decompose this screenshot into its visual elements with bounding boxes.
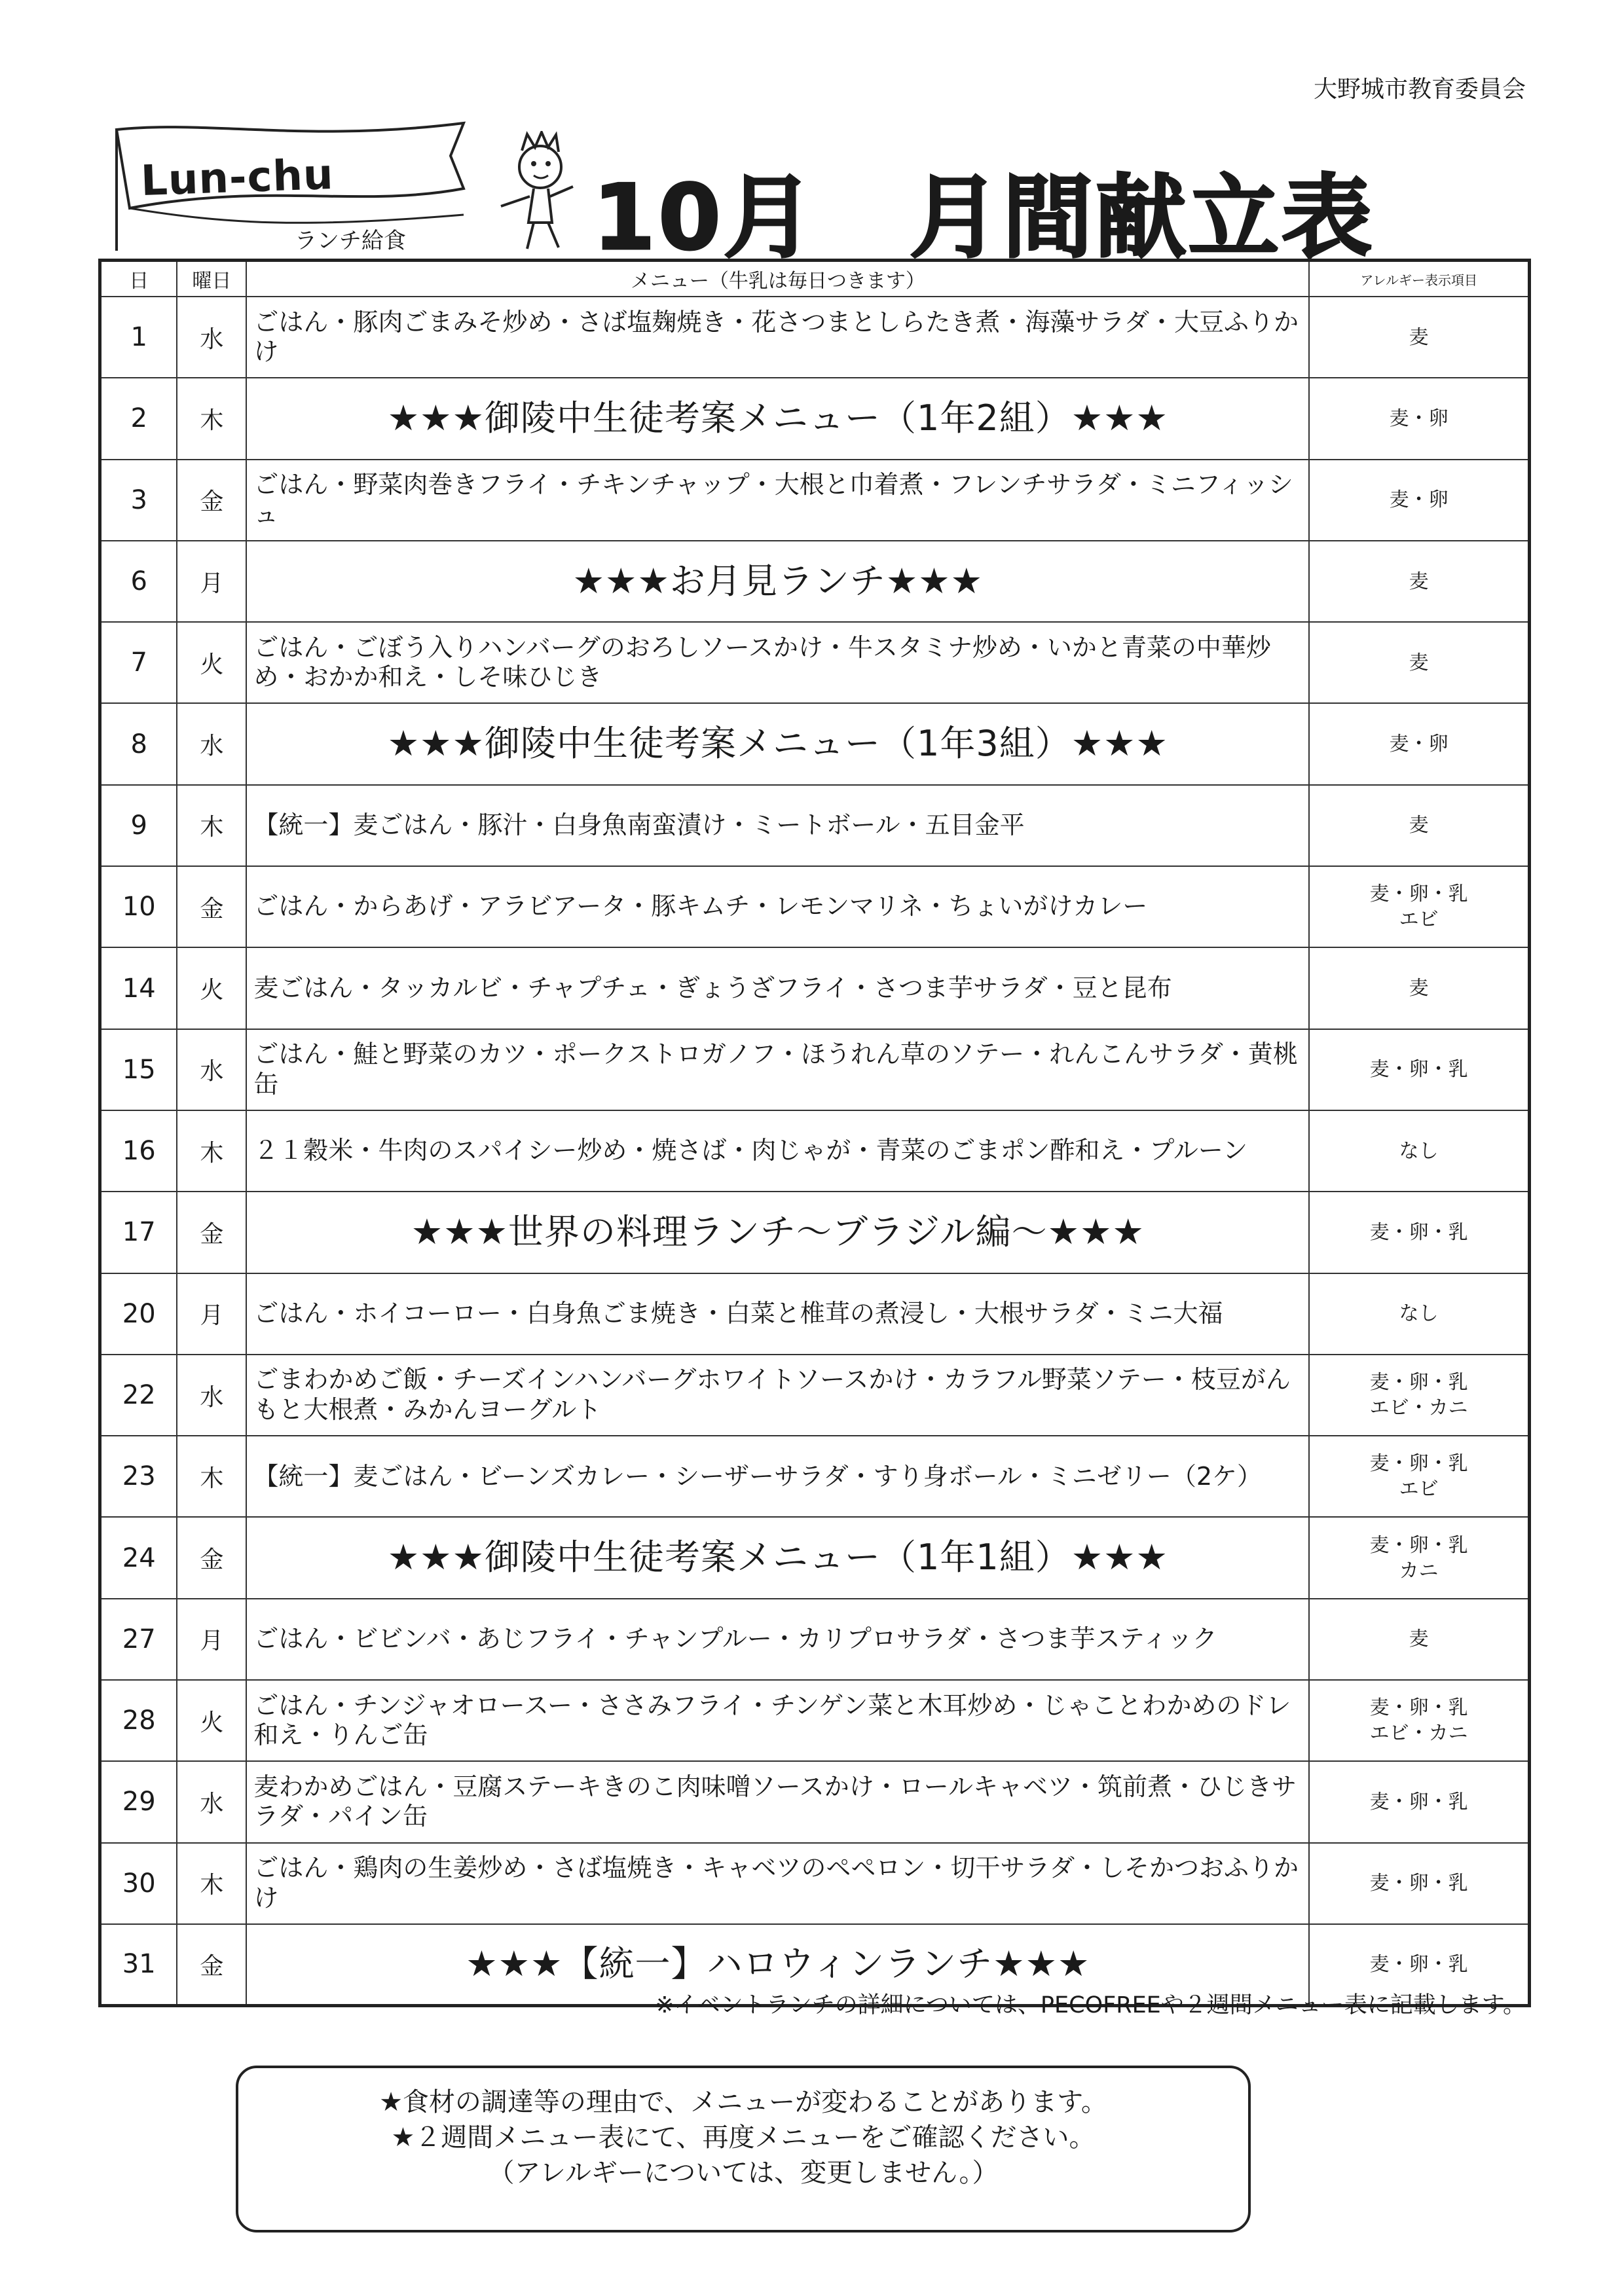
day-cell: 23 — [100, 1436, 177, 1517]
allergy-cell: 麦 — [1309, 297, 1529, 378]
table-row — [100, 1436, 1530, 1517]
table-row — [100, 460, 1530, 541]
table-row — [100, 297, 1530, 378]
allergy-cell: 麦・卵・乳 — [1309, 1843, 1529, 1924]
day-cell: 20 — [100, 1273, 177, 1355]
table-row — [100, 1843, 1530, 1924]
menu-table — [98, 259, 1531, 2007]
table-row — [100, 1192, 1530, 1273]
menu-cell: ２１穀米・牛肉のスパイシー炒め・焼さば・肉じゃが・青菜のごまポン酢和え・プルーン — [246, 1110, 1309, 1192]
menu-table-body — [100, 297, 1530, 2005]
allergy-cell: 麦 — [1309, 541, 1529, 622]
menu-cell: ごはん・からあげ・アラビアータ・豚キムチ・レモンマリネ・ちょいがけカレー — [246, 866, 1309, 947]
special-menu-cell: ★★★【統一】ハロウィンランチ★★★ — [246, 1924, 1309, 2005]
table-header-row — [100, 261, 1530, 297]
allergy-cell: 麦・卵・乳 — [1309, 1761, 1529, 1842]
event-note: ※イベントランチの詳細については、PECOFREEや２週間メニュー表に記載します。 — [655, 1992, 1526, 2018]
weekday-cell: 木 — [177, 1436, 246, 1517]
day-cell: 28 — [100, 1680, 177, 1761]
weekday-cell: 水 — [177, 1029, 246, 1110]
day-cell: 15 — [100, 1029, 177, 1110]
allergy-cell: 麦 — [1309, 785, 1529, 866]
menu-cell: 麦わかめごはん・豆腐ステーキきのこ肉味噌ソースかけ・ロールキャベツ・筑前煮・ひじきサラダ・パイン缶 — [246, 1761, 1309, 1842]
notice-line: （アレルギーについては、変更しません。） — [488, 2158, 999, 2188]
allergy-cell: 麦・卵・乳 — [1309, 1029, 1529, 1110]
allergy-cell: 麦・卵・乳 — [1309, 1192, 1529, 1273]
weekday-cell: 火 — [177, 1680, 246, 1761]
notice-line: ★２週間メニュー表にて、再度メニューをご確認ください。 — [391, 2123, 1096, 2153]
table-row — [100, 1110, 1530, 1192]
header-menu: メニュー（牛乳は毎日つきます） — [246, 261, 1309, 297]
weekday-cell: 木 — [177, 1843, 246, 1924]
weekday-cell: 水 — [177, 1761, 246, 1842]
allergy-cell: 麦・卵・乳 エビ — [1309, 1436, 1529, 1517]
allergy-cell: 麦 — [1309, 622, 1529, 703]
weekday-cell: 木 — [177, 1110, 246, 1192]
table-row — [100, 1355, 1530, 1436]
menu-cell: ごはん・ごぼう入りハンバーグのおろしソースかけ・牛スタミナ炒め・いかと青菜の中華炒め・おかか和え・しそ味ひじき — [246, 622, 1309, 703]
day-cell: 3 — [100, 460, 177, 541]
menu-cell: ごはん・鶏肉の生姜炒め・さば塩焼き・キャベツのペペロン・切干サラダ・しそかつおふりかけ — [246, 1843, 1309, 1924]
weekday-cell: 金 — [177, 1924, 246, 2005]
table-row — [100, 1599, 1530, 1680]
special-menu-cell: ★★★お月見ランチ★★★ — [246, 541, 1309, 622]
day-cell: 24 — [100, 1517, 177, 1598]
allergy-cell: 麦・卵・乳 — [1309, 1924, 1529, 2005]
notice-box — [236, 2066, 1251, 2232]
day-cell: 22 — [100, 1355, 177, 1436]
day-cell: 2 — [100, 378, 177, 459]
table-row — [100, 947, 1530, 1029]
allergy-cell: 麦・卵・乳 エビ — [1309, 866, 1529, 947]
weekday-cell: 火 — [177, 947, 246, 1029]
table-row — [100, 1517, 1530, 1598]
table-row — [100, 866, 1530, 947]
allergy-cell: なし — [1309, 1273, 1529, 1355]
menu-cell: 【統一】麦ごはん・豚汁・白身魚南蛮漬け・ミートボール・五目金平 — [246, 785, 1309, 866]
notice-line: ★食材の調達等の理由で、メニューが変わることがあります。 — [379, 2087, 1107, 2117]
table-row — [100, 1761, 1530, 1842]
table-row — [100, 622, 1530, 703]
day-cell: 27 — [100, 1599, 177, 1680]
day-cell: 30 — [100, 1843, 177, 1924]
allergy-cell: 麦 — [1309, 947, 1529, 1029]
special-menu-cell: ★★★御陵中生徒考案メニュー（1年2組）★★★ — [246, 378, 1309, 459]
weekday-cell: 金 — [177, 460, 246, 541]
allergy-cell: 麦・卵・乳 エビ・カニ — [1309, 1680, 1529, 1761]
table-row — [100, 703, 1530, 784]
weekday-cell: 火 — [177, 622, 246, 703]
special-menu-cell: ★★★御陵中生徒考案メニュー（1年1組）★★★ — [246, 1517, 1309, 1598]
menu-cell: 麦ごはん・タッカルビ・チャプチェ・ぎょうざフライ・さつま芋サラダ・豆と昆布 — [246, 947, 1309, 1029]
menu-cell: 【統一】麦ごはん・ビーンズカレー・シーザーサラダ・すり身ボール・ミニゼリー（2ケ） — [246, 1436, 1309, 1517]
allergy-cell: 麦・卵 — [1309, 703, 1529, 784]
menu-cell: ごはん・チンジャオロースー・ささみフライ・チンゲン菜と木耳炒め・じゃことわかめのドレ和え・りんご缶 — [246, 1680, 1309, 1761]
allergy-cell: 麦・卵・乳 エビ・カニ — [1309, 1355, 1529, 1436]
allergy-cell: 麦・卵 — [1309, 460, 1529, 541]
weekday-cell: 水 — [177, 297, 246, 378]
page-title: 10月 月間献立表 — [593, 165, 1375, 270]
logo-text: Lun-chu — [139, 150, 335, 206]
header-weekday: 曜日 — [177, 261, 246, 297]
weekday-cell: 金 — [177, 866, 246, 947]
menu-cell: ごまわかめご飯・チーズインハンバーグホワイトソースかけ・カラフル野菜ソテー・枝豆がんもと大根煮・みかんヨーグルト — [246, 1355, 1309, 1436]
mascot-icon — [488, 131, 586, 255]
table-row — [100, 1273, 1530, 1355]
logo-subtitle: ランチ給食 — [295, 228, 406, 254]
day-cell: 17 — [100, 1192, 177, 1273]
day-cell: 14 — [100, 947, 177, 1029]
day-cell: 16 — [100, 1110, 177, 1192]
menu-cell: ごはん・鮭と野菜のカツ・ポークストロガノフ・ほうれん草のソテー・れんこんサラダ・黄桃缶 — [246, 1029, 1309, 1110]
day-cell: 10 — [100, 866, 177, 947]
table-row — [100, 785, 1530, 866]
special-menu-cell: ★★★世界の料理ランチ～ブラジル編～★★★ — [246, 1192, 1309, 1273]
day-cell: 6 — [100, 541, 177, 622]
weekday-cell: 木 — [177, 378, 246, 459]
allergy-cell: 麦・卵 — [1309, 378, 1529, 459]
weekday-cell: 金 — [177, 1517, 246, 1598]
table-row — [100, 378, 1530, 459]
day-cell: 31 — [100, 1924, 177, 2005]
menu-cell: ごはん・ホイコーロー・白身魚ごま焼き・白菜と椎茸の煮浸し・大根サラダ・ミニ大福 — [246, 1273, 1309, 1355]
day-cell: 29 — [100, 1761, 177, 1842]
header-allergy: アレルギー表示項目 — [1309, 261, 1529, 297]
header-day: 日 — [100, 261, 177, 297]
weekday-cell: 月 — [177, 1273, 246, 1355]
allergy-cell: なし — [1309, 1110, 1529, 1192]
menu-cell: ごはん・ビビンバ・あじフライ・チャンプルー・カリプロサラダ・さつま芋スティック — [246, 1599, 1309, 1680]
allergy-cell: 麦 — [1309, 1599, 1529, 1680]
table-row — [100, 1680, 1530, 1761]
weekday-cell: 月 — [177, 541, 246, 622]
day-cell: 9 — [100, 785, 177, 866]
weekday-cell: 水 — [177, 1355, 246, 1436]
allergy-cell: 麦・卵・乳 カニ — [1309, 1517, 1529, 1598]
issuer-name: 大野城市教育委員会 — [1313, 76, 1526, 103]
special-menu-cell: ★★★御陵中生徒考案メニュー（1年3組）★★★ — [246, 703, 1309, 784]
weekday-cell: 金 — [177, 1192, 246, 1273]
weekday-cell: 水 — [177, 703, 246, 784]
day-cell: 1 — [100, 297, 177, 378]
weekday-cell: 月 — [177, 1599, 246, 1680]
weekday-cell: 木 — [177, 785, 246, 866]
day-cell: 7 — [100, 622, 177, 703]
table-row — [100, 541, 1530, 622]
table-row — [100, 1029, 1530, 1110]
menu-cell: ごはん・豚肉ごまみそ炒め・さば塩麹焼き・花さつまとしらたき煮・海藻サラダ・大豆ふりかけ — [246, 297, 1309, 378]
day-cell: 8 — [100, 703, 177, 784]
menu-cell: ごはん・野菜肉巻きフライ・チキンチャップ・大根と巾着煮・フレンチサラダ・ミニフィッシュ — [246, 460, 1309, 541]
